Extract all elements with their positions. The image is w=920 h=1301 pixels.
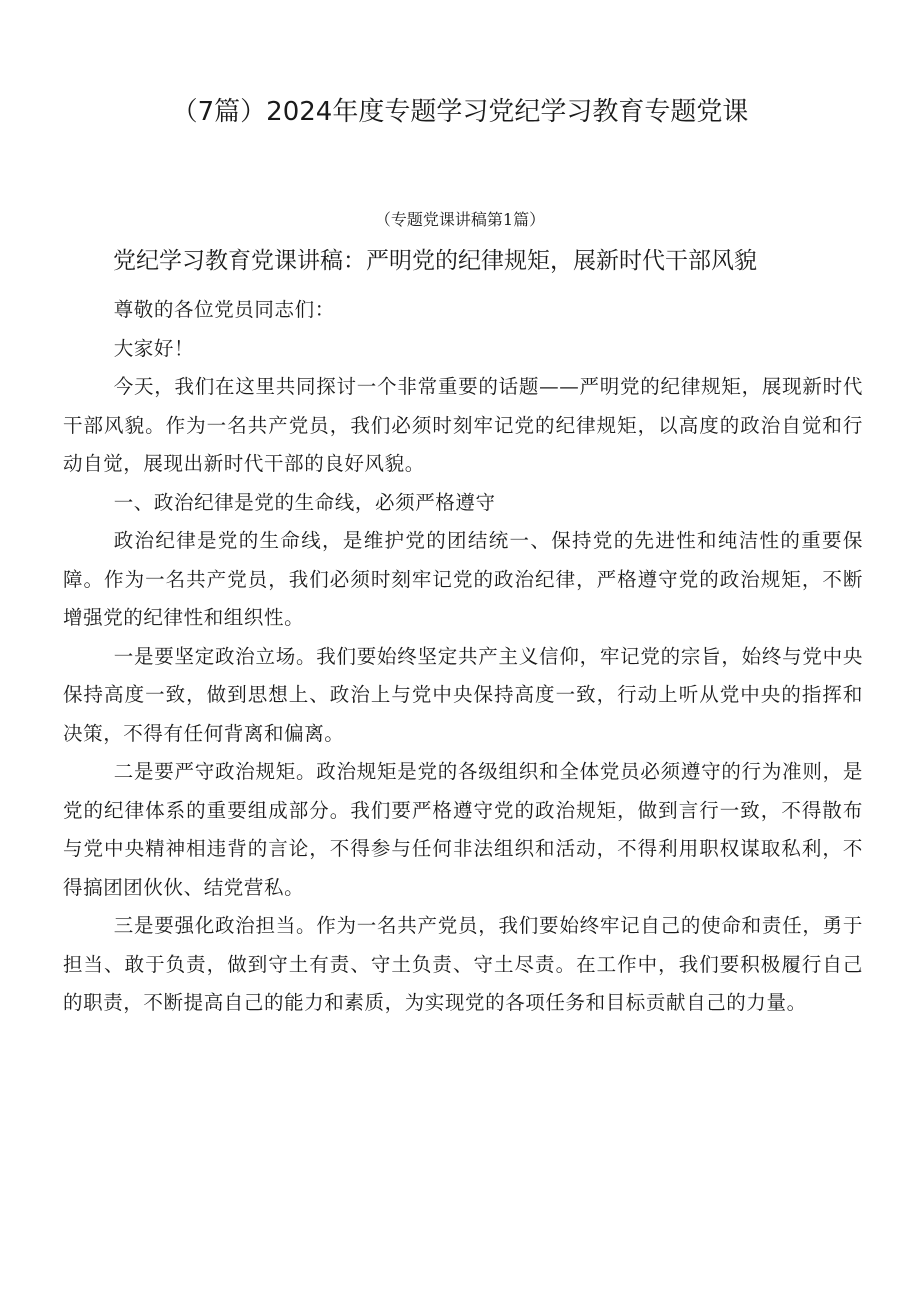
greeting: 大家好！ <box>113 336 195 360</box>
body-paragraph: 三是要强化政治担当。作为一名共产党员，我们要始终牢记自己的使命和责任，勇于担当、敢于负责，做到守土有责、守土负责、守土尽责。在工作中，我们要积极履行自己的职责，不断提高自己的能力和素质，为实现党的各项任务和目标贡献自己的力量。 <box>63 914 863 1014</box>
body-paragraph: 今天，我们在这里共同探讨一个非常重要的话题——严明党的纪律规矩，展现新时代干部风貌。作为一名共产党员，我们必须时刻牢记党的纪律规矩，以高度的政治自觉和行动自觉，展现出新时代干部的良好风貌。 <box>63 375 863 475</box>
lecture-heading: 党纪学习教育党课讲稿：严明党的纪律规矩，展新时代干部风貌 <box>113 248 757 274</box>
section-heading: 一、政治纪律是党的生命线，必须严格遵守 <box>113 490 496 514</box>
document-body <box>63 291 863 1023</box>
document-title: （7篇）2024年度专题学习党纪学习教育专题党课 <box>171 97 749 127</box>
body-paragraph: 一是要坚定政治立场。我们要始终坚定共产主义信仰，牢记党的宗旨，始终与党中央保持高度一致，做到思想上、政治上与党中央保持高度一致，行动上听从党中央的指挥和决策，不得有任何背离和偏离。 <box>63 644 863 745</box>
body-paragraph: 政治纪律是党的生命线，是维护党的团结统一、保持党的先进性和纯洁性的重要保障。作为一名共产党员，我们必须时刻牢记党的政治纪律，严格遵守党的政治规矩，不断增强党的纪律性和组织性。 <box>63 529 863 629</box>
document-subtitle: （专题党课讲稿第1篇） <box>374 210 546 229</box>
body-paragraph: 二是要严守政治规矩。政治规矩是党的各级组织和全体党员必须遵守的行为准则，是党的纪律体系的重要组成部分。我们要严格遵守党的政治规矩，做到言行一致，不得散布与党中央精神相违背的言论，不得参与任何非法组织和活动，不得利用职权谋取私利，不得搞团团伙伙、结党营私。 <box>63 760 863 899</box>
salutation: 尊敬的各位党员同志们： <box>113 298 335 321</box>
